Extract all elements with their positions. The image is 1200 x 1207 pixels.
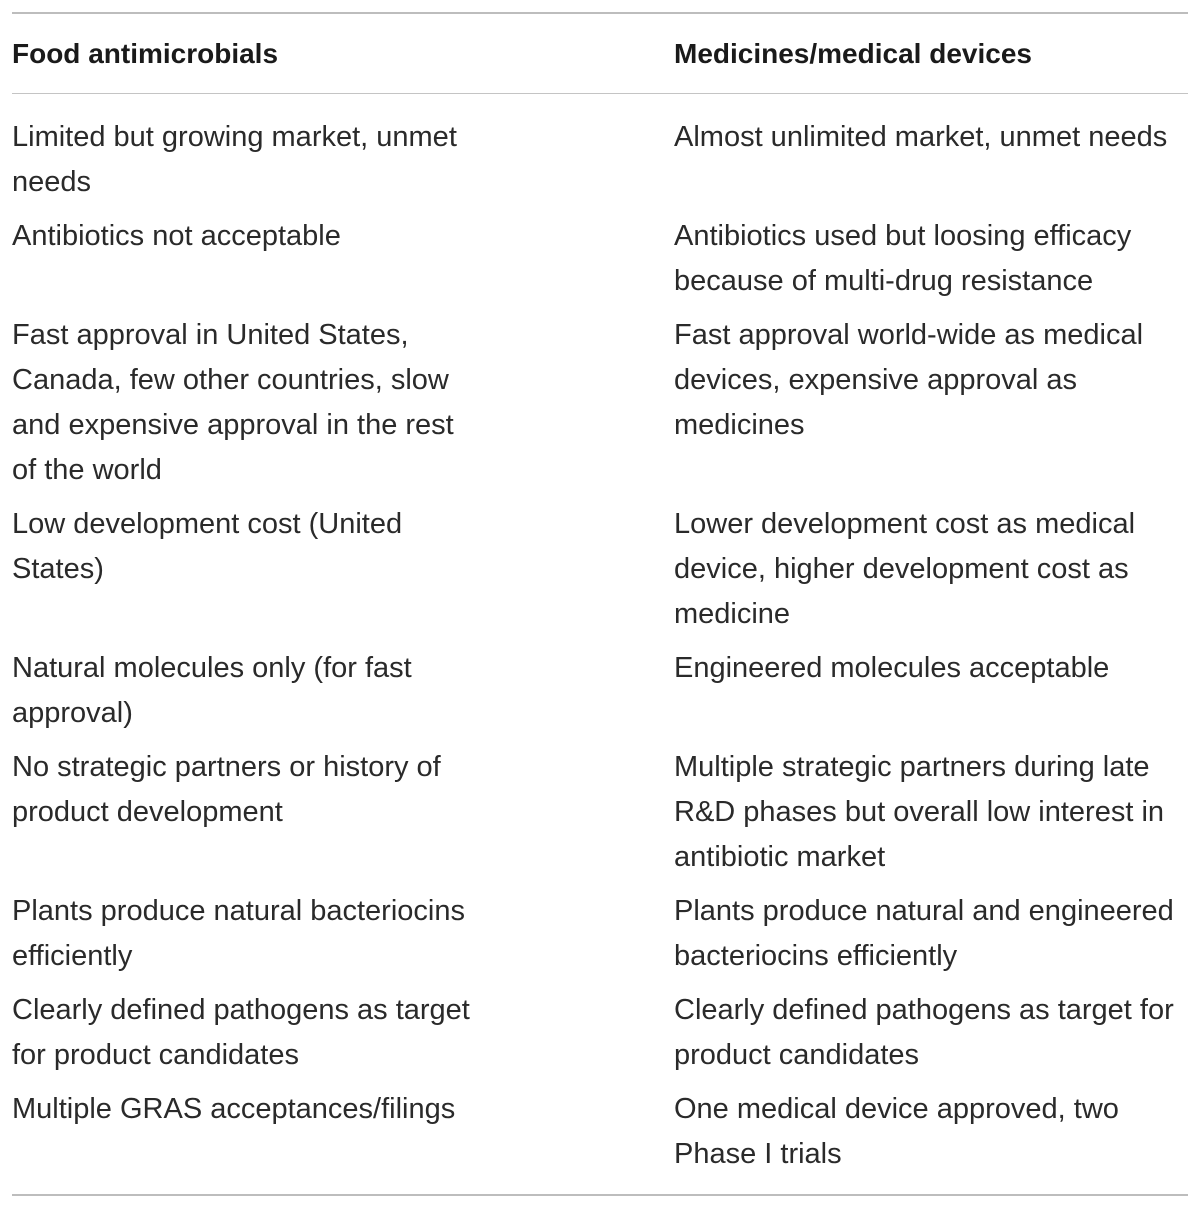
header-row xyxy=(12,14,1188,93)
cell-food xyxy=(12,646,674,736)
cell-medicine: Plants produce natural and engineered bacteriocins efficiently xyxy=(674,895,1174,972)
cell-food xyxy=(12,214,674,304)
cell-text: Fast approval in United States, Canada, few other countries, slow and expensive approval in the rest of the world xyxy=(12,319,454,486)
table-row xyxy=(12,1087,1188,1177)
table-row xyxy=(12,988,1188,1078)
cell-text: No strategic partners or history of product development xyxy=(12,751,441,828)
table-row xyxy=(12,745,1188,880)
cell-medicine: Almost unlimited market, unmet needs xyxy=(674,121,1168,153)
cell-text: Plants produce natural bacteriocins efficiently xyxy=(12,895,465,972)
cell-medicine: Antibiotics used but loosing efficacy because of multi-drug resistance xyxy=(674,220,1132,297)
cell-food xyxy=(12,988,674,1078)
cell-text: Multiple GRAS acceptances/filings xyxy=(12,1093,456,1125)
table-body xyxy=(12,94,1188,1194)
cell-medicine: One medical device approved, two Phase I trials xyxy=(674,1093,1119,1170)
cell-food xyxy=(12,115,674,205)
table-row xyxy=(12,646,1188,736)
bottom-rule xyxy=(12,1194,1188,1196)
cell-food xyxy=(12,745,674,880)
cell-text: Antibiotics not acceptable xyxy=(12,220,341,252)
cell-food xyxy=(12,1087,674,1177)
header-medicines-medical-devices: Medicines/medical devices xyxy=(674,37,1032,69)
cell-text: Natural molecules only (for fast approval) xyxy=(12,652,412,729)
cell-food xyxy=(12,313,674,493)
cell-medicine: Multiple strategic partners during late R&D phases but overall low interest in antibiotic market xyxy=(674,751,1165,873)
table-row xyxy=(12,313,1188,493)
cell-medicine: Clearly defined pathogens as target for product candidates xyxy=(674,994,1174,1071)
table-row xyxy=(12,502,1188,637)
cell-text: Clearly defined pathogens as target for product candidates xyxy=(12,994,470,1071)
cell-text: Limited but growing market, unmet needs xyxy=(12,121,457,198)
comparison-table xyxy=(12,12,1188,1196)
cell-medicine: Engineered molecules acceptable xyxy=(674,652,1110,684)
cell-text: Low development cost (United States) xyxy=(12,508,403,585)
cell-medicine: Lower development cost as medical device, higher development cost as medicine xyxy=(674,508,1136,630)
cell-medicine: Fast approval world-wide as medical devices, expensive approval as medicines xyxy=(674,319,1144,441)
header-food-antimicrobials: Food antimicrobials xyxy=(12,37,279,69)
cell-food xyxy=(12,889,674,979)
table-row xyxy=(12,214,1188,304)
table-row xyxy=(12,889,1188,979)
table-row xyxy=(12,115,1188,205)
cell-food xyxy=(12,502,674,637)
